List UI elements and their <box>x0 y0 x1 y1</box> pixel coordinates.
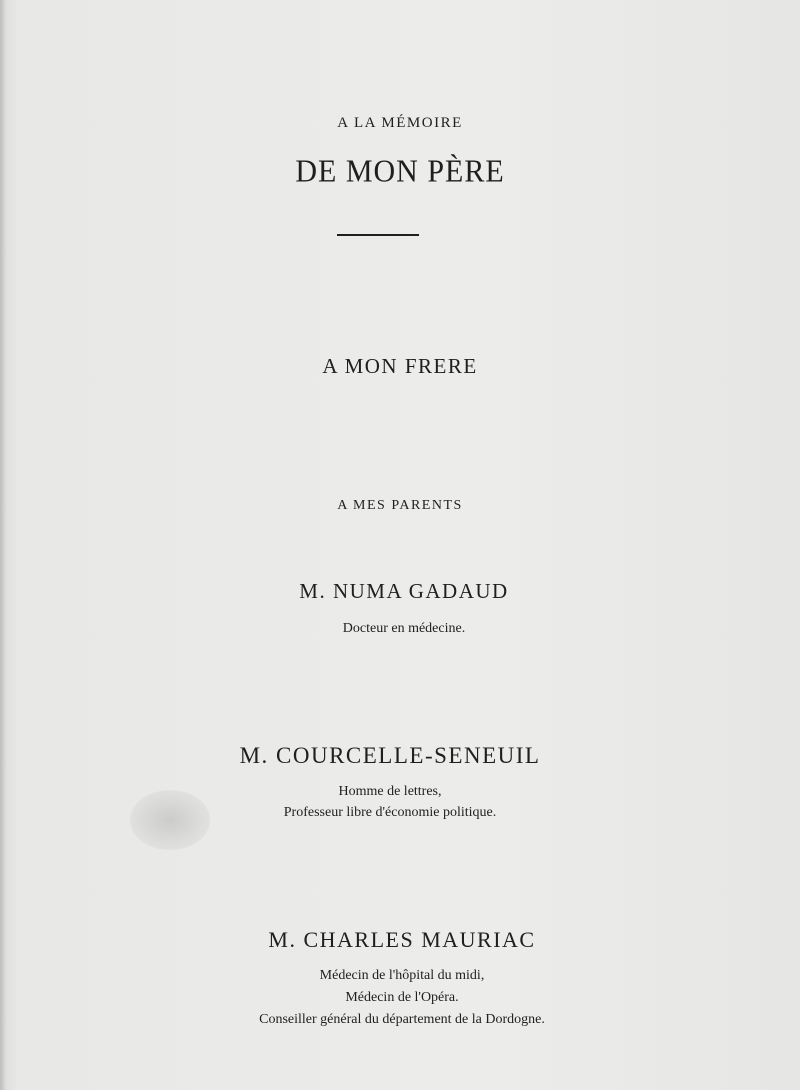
person-title-courcelle-seneuil-2: Professeur libre d'économie politique. <box>283 805 497 820</box>
divider-rule <box>337 234 419 236</box>
father-dedication: DE MON PÈRE <box>295 154 505 189</box>
person-title-gadaud: Docteur en médecine. <box>342 621 466 636</box>
person-name-gadaud: M. NUMA GADAUD <box>299 579 509 603</box>
person-title-mauriac-3: Conseiller général du département de la Dordogne. <box>259 1012 545 1027</box>
memory-line: A LA MÉMOIRE <box>337 115 463 131</box>
person-name-courcelle-seneuil: M. COURCELLE-SENEUIL <box>239 743 541 768</box>
person-title-mauriac-2: Médecin de l'Opéra. <box>345 990 459 1005</box>
person-title-courcelle-seneuil-1: Homme de lettres, <box>338 784 442 799</box>
parents-dedication: A MES PARENTS <box>337 498 463 513</box>
person-name-mauriac: M. CHARLES MAURIAC <box>268 927 536 952</box>
brother-dedication: A MON FRERE <box>322 354 478 378</box>
person-title-mauriac-1: Médecin de l'hôpital du midi, <box>319 968 485 983</box>
